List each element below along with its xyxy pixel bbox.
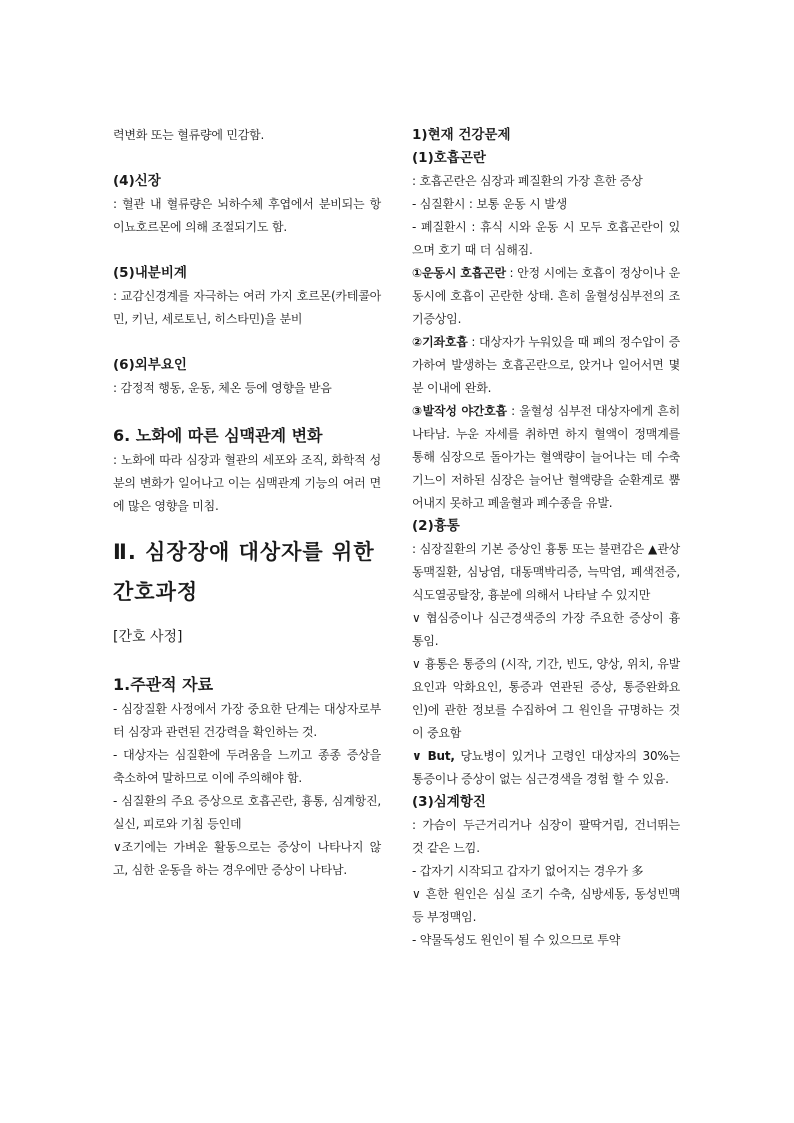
dyspnea-item-text: : 대상자가 누워있을 때 폐의 정수압이 증가하여 발생하는 호흡곤란으로, 앉거나 일어서면 몇 분 이내에 완화.: [412, 335, 681, 395]
spacer: [113, 612, 381, 626]
chest-pain-text: ∨ 흉통은 통증의 (시작, 기간, 빈도, 양상, 위치, 유발요인과 악화요인, 통증과 연관된 증상, 통증완화요인)에 관한 정보를 수집하여 그 원인을 규명하는 것이 중요함: [412, 657, 680, 740]
section-heading-aging: 6. 노화에 따른 심맥관계 변화: [113, 426, 323, 445]
palpitation-text: - 약물독성도 원인이 될 수 있으므로 투약: [412, 933, 621, 947]
spacer: [113, 518, 381, 532]
dyspnea-item-label: ③발작성 야간호흡: [412, 404, 507, 418]
spacer: [113, 239, 381, 262]
chest-pain-but-label: ∨ But,: [412, 749, 455, 763]
dyspnea-item-text: : 울혈성 심부전 대상자에게 흔히 나타남. 누운 자세를 취하면 하지 혈액이 정맥계를 통해 심장으로 돌아가는 혈액량이 늘어나는 데 수축기느이 저하된 심장은 늘어난 혈액량을 순환계로 뿜어내지 못하고 폐울혈과 폐수종을 유발.: [412, 404, 681, 510]
spacer: [113, 147, 381, 170]
dyspnea-item: [412, 262, 680, 331]
section-text-external: : 감정적 행동, 운동, 체온 등에 영향을 받음: [113, 381, 332, 395]
assessment-heading: [간호 사정]: [113, 629, 183, 645]
chest-pain-text: [412, 745, 680, 791]
dyspnea-text: : 호흡곤란은 심장과 폐질환의 가장 흔한 증상: [412, 174, 643, 188]
section-text-endocrine: : 교감신경계를 자극하는 여러 가지 호르몬(카테콜아민, 키닌, 세로토닌, 히스타민)을 분비: [113, 289, 381, 326]
section-text-kidney: : 혈관 내 혈류량은 뇌하수체 후엽에서 분비되는 항이뇨호르몬에 의해 조절되기도 함.: [113, 197, 381, 234]
spacer: [113, 649, 381, 672]
subjective-paragraph: - 심질환의 주요 증상으로 호흡곤란, 흉통, 심계항진, 실신, 피로와 기침 등인데: [113, 794, 381, 831]
current-health-problems-heading: 1)현재 건강문제: [412, 127, 511, 143]
dyspnea-item: [412, 331, 680, 400]
palpitation-text: - 갑자기 시작되고 갑자기 없어지는 경우가 多: [412, 864, 644, 878]
dyspnea-text: - 폐질환시 : 휴식 시와 운동 시 모두 호흡곤란이 있으며 호기 때 더 심해짐.: [412, 220, 680, 257]
continued-text: 력변화 또는 혈류량에 민감함.: [113, 128, 265, 142]
section-text-aging: : 노화에 따라 심장과 혈관의 세포와 조직, 화학적 성분의 변화가 일어나고 이는 심맥관계 기능의 여러 면에 많은 영향을 미침.: [113, 453, 381, 513]
subjective-paragraph: - 심장질환 사정에서 가장 중요한 단계는 대상자로부터 심장과 관련된 건강력을 확인하는 것.: [113, 702, 381, 739]
chest-pain-heading: (2)흉통: [412, 518, 460, 534]
section-heading-endocrine: (5)내분비계: [113, 265, 187, 281]
right-column: [412, 124, 680, 952]
section-heading-external: (6)외부요인: [113, 357, 187, 373]
subjective-data-heading: 1.주관적 자료: [113, 675, 214, 694]
left-column: [113, 124, 381, 882]
subjective-paragraph: ∨조기에는 가벼운 활동으로는 증상이 나타나지 않고, 심한 운동을 하는 경우에만 증상이 나타남.: [113, 840, 381, 877]
palpitation-text: : 가슴이 두근거리거나 심장이 팔딱거림, 건너뛰는 것 같은 느낌.: [412, 818, 680, 855]
dyspnea-item-label: ②기좌호흡: [412, 335, 468, 349]
subjective-paragraph: - 대상자는 심질환에 두려움을 느끼고 종종 증상을 축소하여 말하므로 이에 주의해야 함.: [113, 748, 381, 785]
part-heading: Ⅱ. 심장장애 대상자를 위한 간호과정: [113, 540, 375, 604]
chest-pain-text: ∨ 협심증이나 심근경색증의 가장 주요한 증상이 흉통임.: [412, 611, 680, 648]
spacer: [113, 400, 381, 423]
chest-pain-but-text: 당뇨병이 있거나 고령인 대상자의 30%는 통증이나 증상이 없는 심근경색을 경험 할 수 있음.: [412, 749, 680, 786]
chest-pain-text: : 심장질환의 기본 증상인 흉통 또는 불편감은 ▲관상동맥질환, 심낭염, 대동맥박리증, 늑막염, 폐색전증, 식도열공탈장, 흉분에 의해서 나타날 수 있지만: [412, 542, 680, 602]
dyspnea-heading: (1)호흡곤란: [412, 150, 486, 166]
palpitation-heading: (3)심계항진: [412, 794, 486, 810]
dyspnea-text: - 심질환시 : 보통 운동 시 발생: [412, 197, 567, 211]
dyspnea-item-label: ①운동시 호흡곤란: [412, 266, 506, 280]
dyspnea-item: [412, 400, 680, 515]
section-heading-kidney: (4)신장: [113, 173, 161, 189]
dyspnea-item-text: : 안정 시에는 호흡이 정상이나 운동시에 호흡이 곤란한 상태. 흔히 울혈성심부전의 조기증상임.: [412, 266, 680, 326]
palpitation-text: ∨ 흔한 원인은 심실 조기 수축, 심방세동, 동성빈맥 등 부정맥임.: [412, 887, 680, 924]
spacer: [113, 331, 381, 354]
